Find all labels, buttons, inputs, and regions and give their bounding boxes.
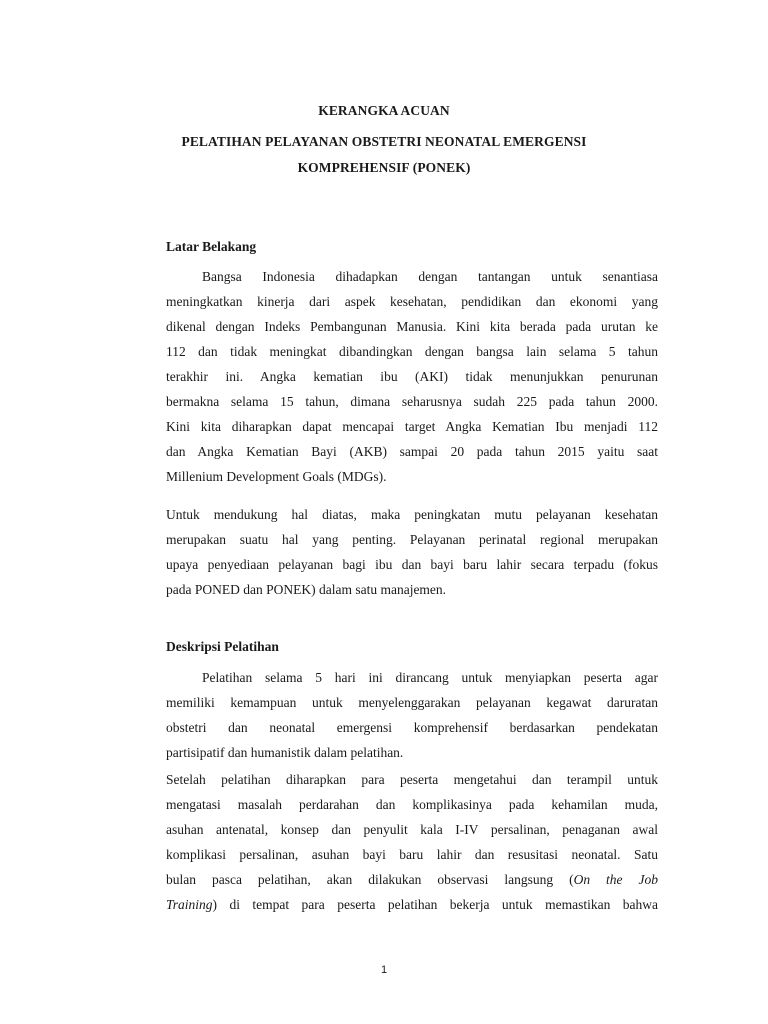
paragraph-deskripsi-2 (166, 767, 658, 917)
text-line: Pelatihan selama 5 hari ini dirancang untuk menyiapkan peserta agar (202, 670, 658, 685)
text-line: meningkatkan kinerja dari aspek kesehatan, pendidikan dan ekonomi yang (166, 294, 658, 309)
text-line: Millenium Development Goals (MDGs). (166, 469, 387, 484)
document-title-line-2: PELATIHAN PELAYANAN OBSTETRI NEONATAL EMERGENSI (181, 134, 587, 149)
italic-text-run: Training (166, 897, 213, 912)
text-line: partisipatif dan humanistik dalam pelatihan. (166, 745, 404, 760)
text-line: Untuk mendukung hal diatas, maka peningkatan mutu pelayanan kesehatan (166, 507, 658, 522)
text-line: dan Angka Kematian Bayi (AKB) sampai 20 pada tahun 2015 yaitu saat (166, 444, 658, 459)
text-line: memiliki kemampuan untuk menyelenggarakan pelayanan kegawat daruratan (166, 695, 658, 710)
paragraph-deskripsi-1 (166, 665, 658, 765)
text-line: merupakan suatu hal yang penting. Pelayanan perinatal regional merupakan (166, 532, 658, 547)
text-line: dikenal dengan Indeks Pembangunan Manusia. Kini kita berada pada urutan ke (166, 319, 658, 334)
text-line: bermakna selama 15 tahun, dimana seharusnya sudah 225 pada tahun 2000. (166, 394, 658, 409)
text-line: Bangsa Indonesia dihadapkan dengan tantangan untuk senantiasa (202, 269, 658, 284)
text-line: 112 dan tidak meningkat dibandingkan dengan bangsa lain selama 5 tahun (166, 344, 658, 359)
text-line: terakhir ini. Angka kematian ibu (AKI) tidak menunjukkan penurunan (166, 369, 658, 384)
section-heading-latar-belakang: Latar Belakang (166, 239, 257, 254)
text-line: pada PONED dan PONEK) dalam satu manajemen. (166, 582, 447, 597)
text-line: Kini kita diharapkan dapat mencapai target Angka Kematian Ibu menjadi 112 (166, 419, 658, 434)
section-heading-deskripsi-pelatihan: Deskripsi Pelatihan (166, 639, 279, 654)
text-line: upaya penyediaan pelayanan bagi ibu dan bayi baru lahir secara terpadu (fokus (166, 557, 658, 572)
italic-text-run: On the Job (573, 872, 659, 887)
text-line (166, 892, 658, 917)
page-number: 1 (380, 964, 388, 976)
text-line: komplikasi persalinan, asuhan bayi baru lahir dan resusitasi neonatal. Satu (166, 847, 658, 862)
paragraph-latar-belakang-2 (166, 502, 658, 602)
text-line: asuhan antenatal, konsep dan penyulit kala I-IV persalinan, penaganan awal (166, 822, 658, 837)
text-line: mengatasi masalah perdarahan dan komplikasinya pada kehamilan muda, (166, 797, 658, 812)
paragraph-latar-belakang-1 (166, 264, 658, 489)
text-run: bulan pasca pelatihan, akan dilakukan observasi langsung ( (166, 872, 574, 887)
text-line: Setelah pelatihan diharapkan para peserta mengetahui dan terampil untuk (166, 772, 658, 787)
text-run: ) di tempat para peserta pelatihan bekerja untuk memastikan bahwa (212, 897, 658, 912)
text-line: obstetri dan neonatal emergensi komprehensif berdasarkan pendekatan (166, 720, 658, 735)
document-title-line-3: KOMPREHENSIF (PONEK) (297, 160, 471, 175)
text-line (166, 867, 658, 892)
document-title-line-1: KERANGKA ACUAN (318, 103, 450, 118)
